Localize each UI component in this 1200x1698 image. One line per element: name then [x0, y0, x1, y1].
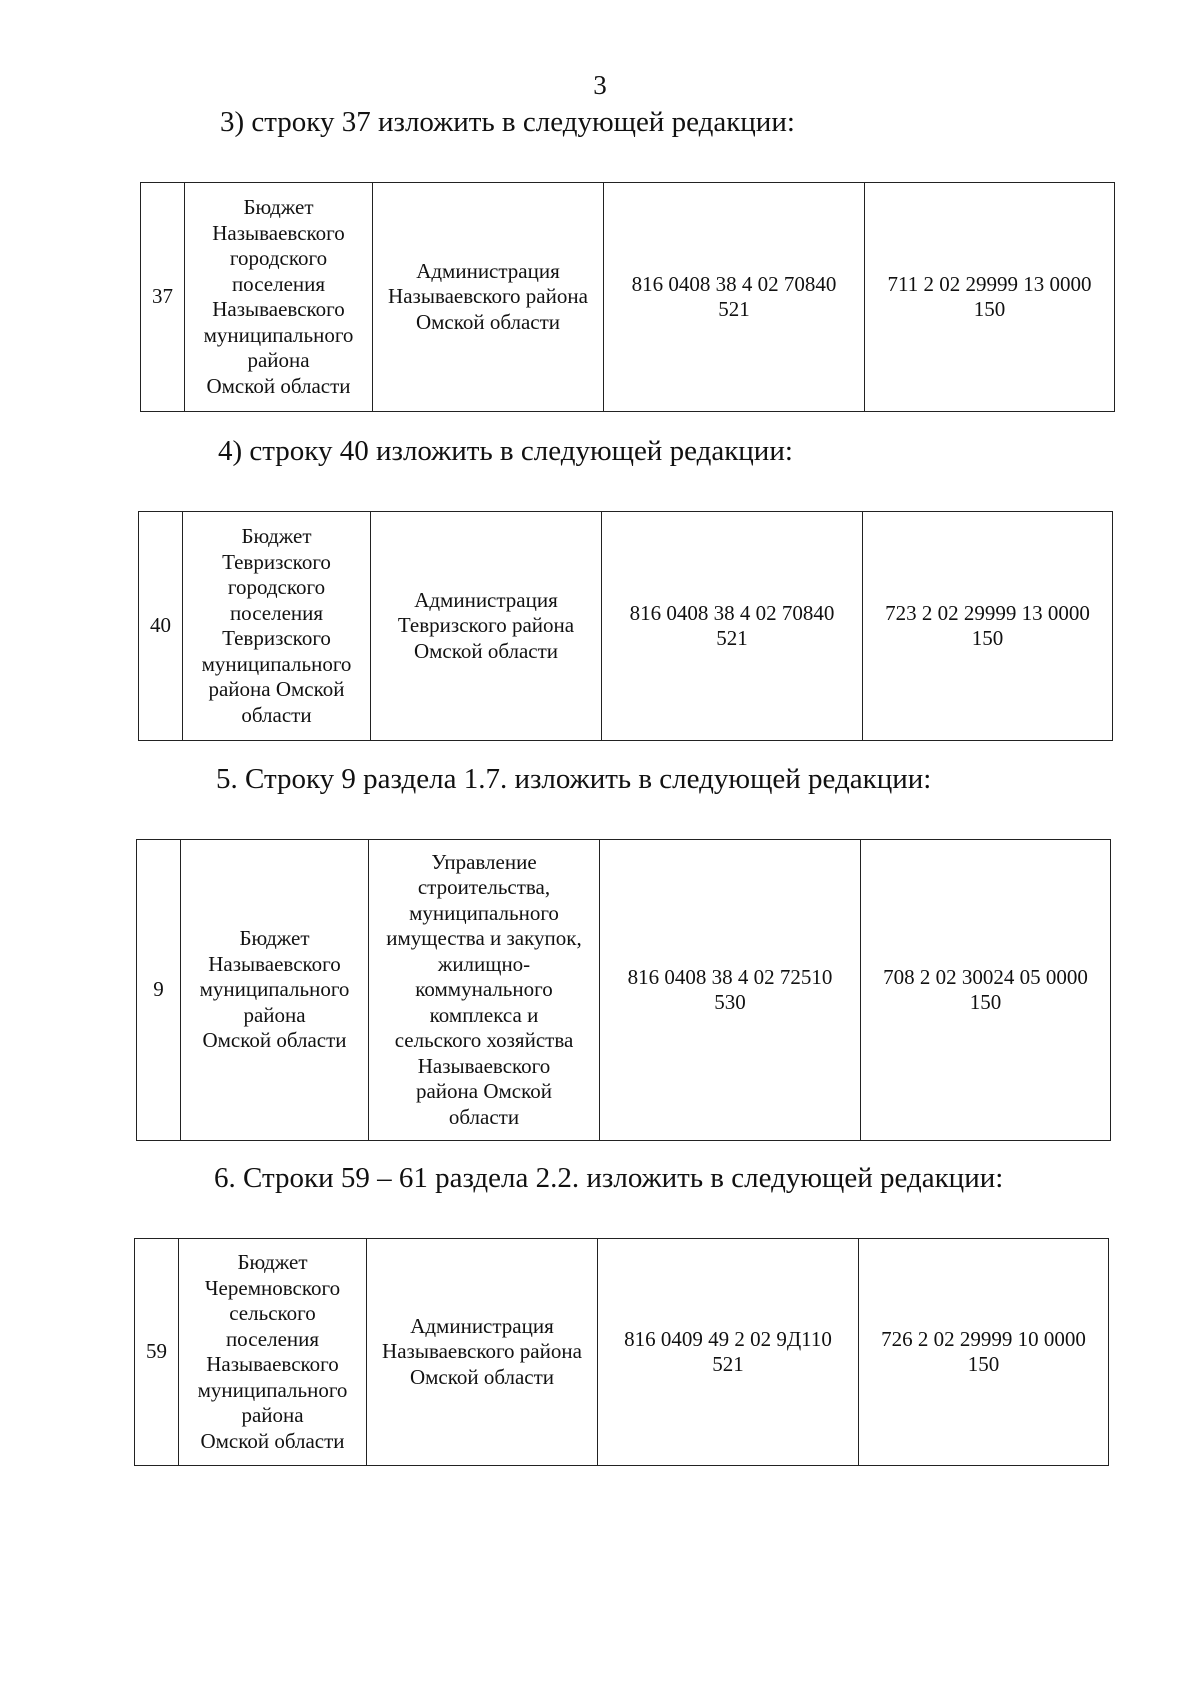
- row-number-cell: 37: [141, 183, 185, 412]
- expense-code-cell: 816 0408 38 4 02 70840 521: [604, 183, 865, 412]
- administrator-cell: Администрация Называевского района Омской области: [367, 1239, 598, 1466]
- replacement-table: [140, 182, 1115, 412]
- replacement-table: [134, 1238, 1109, 1466]
- table-row: [137, 840, 1111, 1141]
- table-row: [135, 1239, 1109, 1466]
- budget-cell: Бюджет Тевризского городского поселения Тевризского муниципального района Омской области: [183, 512, 371, 741]
- section-heading: 5. Строку 9 раздела 1.7. изложить в следующей редакции:: [216, 763, 932, 795]
- expense-code-cell: 816 0408 38 4 02 70840 521: [602, 512, 863, 741]
- page-number: 3: [593, 70, 607, 100]
- replacement-table: [138, 511, 1113, 741]
- table-row: [141, 183, 1115, 412]
- row-number-cell: 59: [135, 1239, 179, 1466]
- administrator-cell: Администрация Называевского района Омской области: [373, 183, 604, 412]
- replacement-table: [136, 839, 1111, 1141]
- section-heading: 4) строку 40 изложить в следующей редакции:: [218, 435, 793, 467]
- expense-code-cell: 816 0408 38 4 02 72510 530: [600, 840, 861, 1141]
- section-heading: 6. Строки 59 – 61 раздела 2.2. изложить в следующей редакции:: [214, 1162, 1004, 1194]
- section-heading: 3) строку 37 изложить в следующей редакции:: [220, 106, 795, 138]
- budget-cell: Бюджет Черемновского сельского поселения Называевского муниципального района Омской области: [179, 1239, 367, 1466]
- revenue-code-cell: 726 2 02 29999 10 0000 150: [859, 1239, 1109, 1466]
- revenue-code-cell: 723 2 02 29999 13 0000 150: [863, 512, 1113, 741]
- table-row: [139, 512, 1113, 741]
- revenue-code-cell: 711 2 02 29999 13 0000 150: [865, 183, 1115, 412]
- budget-cell: Бюджет Называевского городского поселения Называевского муниципального района Омской области: [185, 183, 373, 412]
- budget-cell: Бюджет Называевского муниципального района Омской области: [181, 840, 369, 1141]
- row-number-cell: 9: [137, 840, 181, 1141]
- row-number-cell: 40: [139, 512, 183, 741]
- revenue-code-cell: 708 2 02 30024 05 0000 150: [861, 840, 1111, 1141]
- expense-code-cell: 816 0409 49 2 02 9Д110 521: [598, 1239, 859, 1466]
- administrator-cell: Администрация Тевризского района Омской области: [371, 512, 602, 741]
- administrator-cell: Управление строительства, муниципального имущества и закупок, жилищно- коммунального комплекса и сельского хозяйства Называевского района Омской области: [369, 840, 600, 1141]
